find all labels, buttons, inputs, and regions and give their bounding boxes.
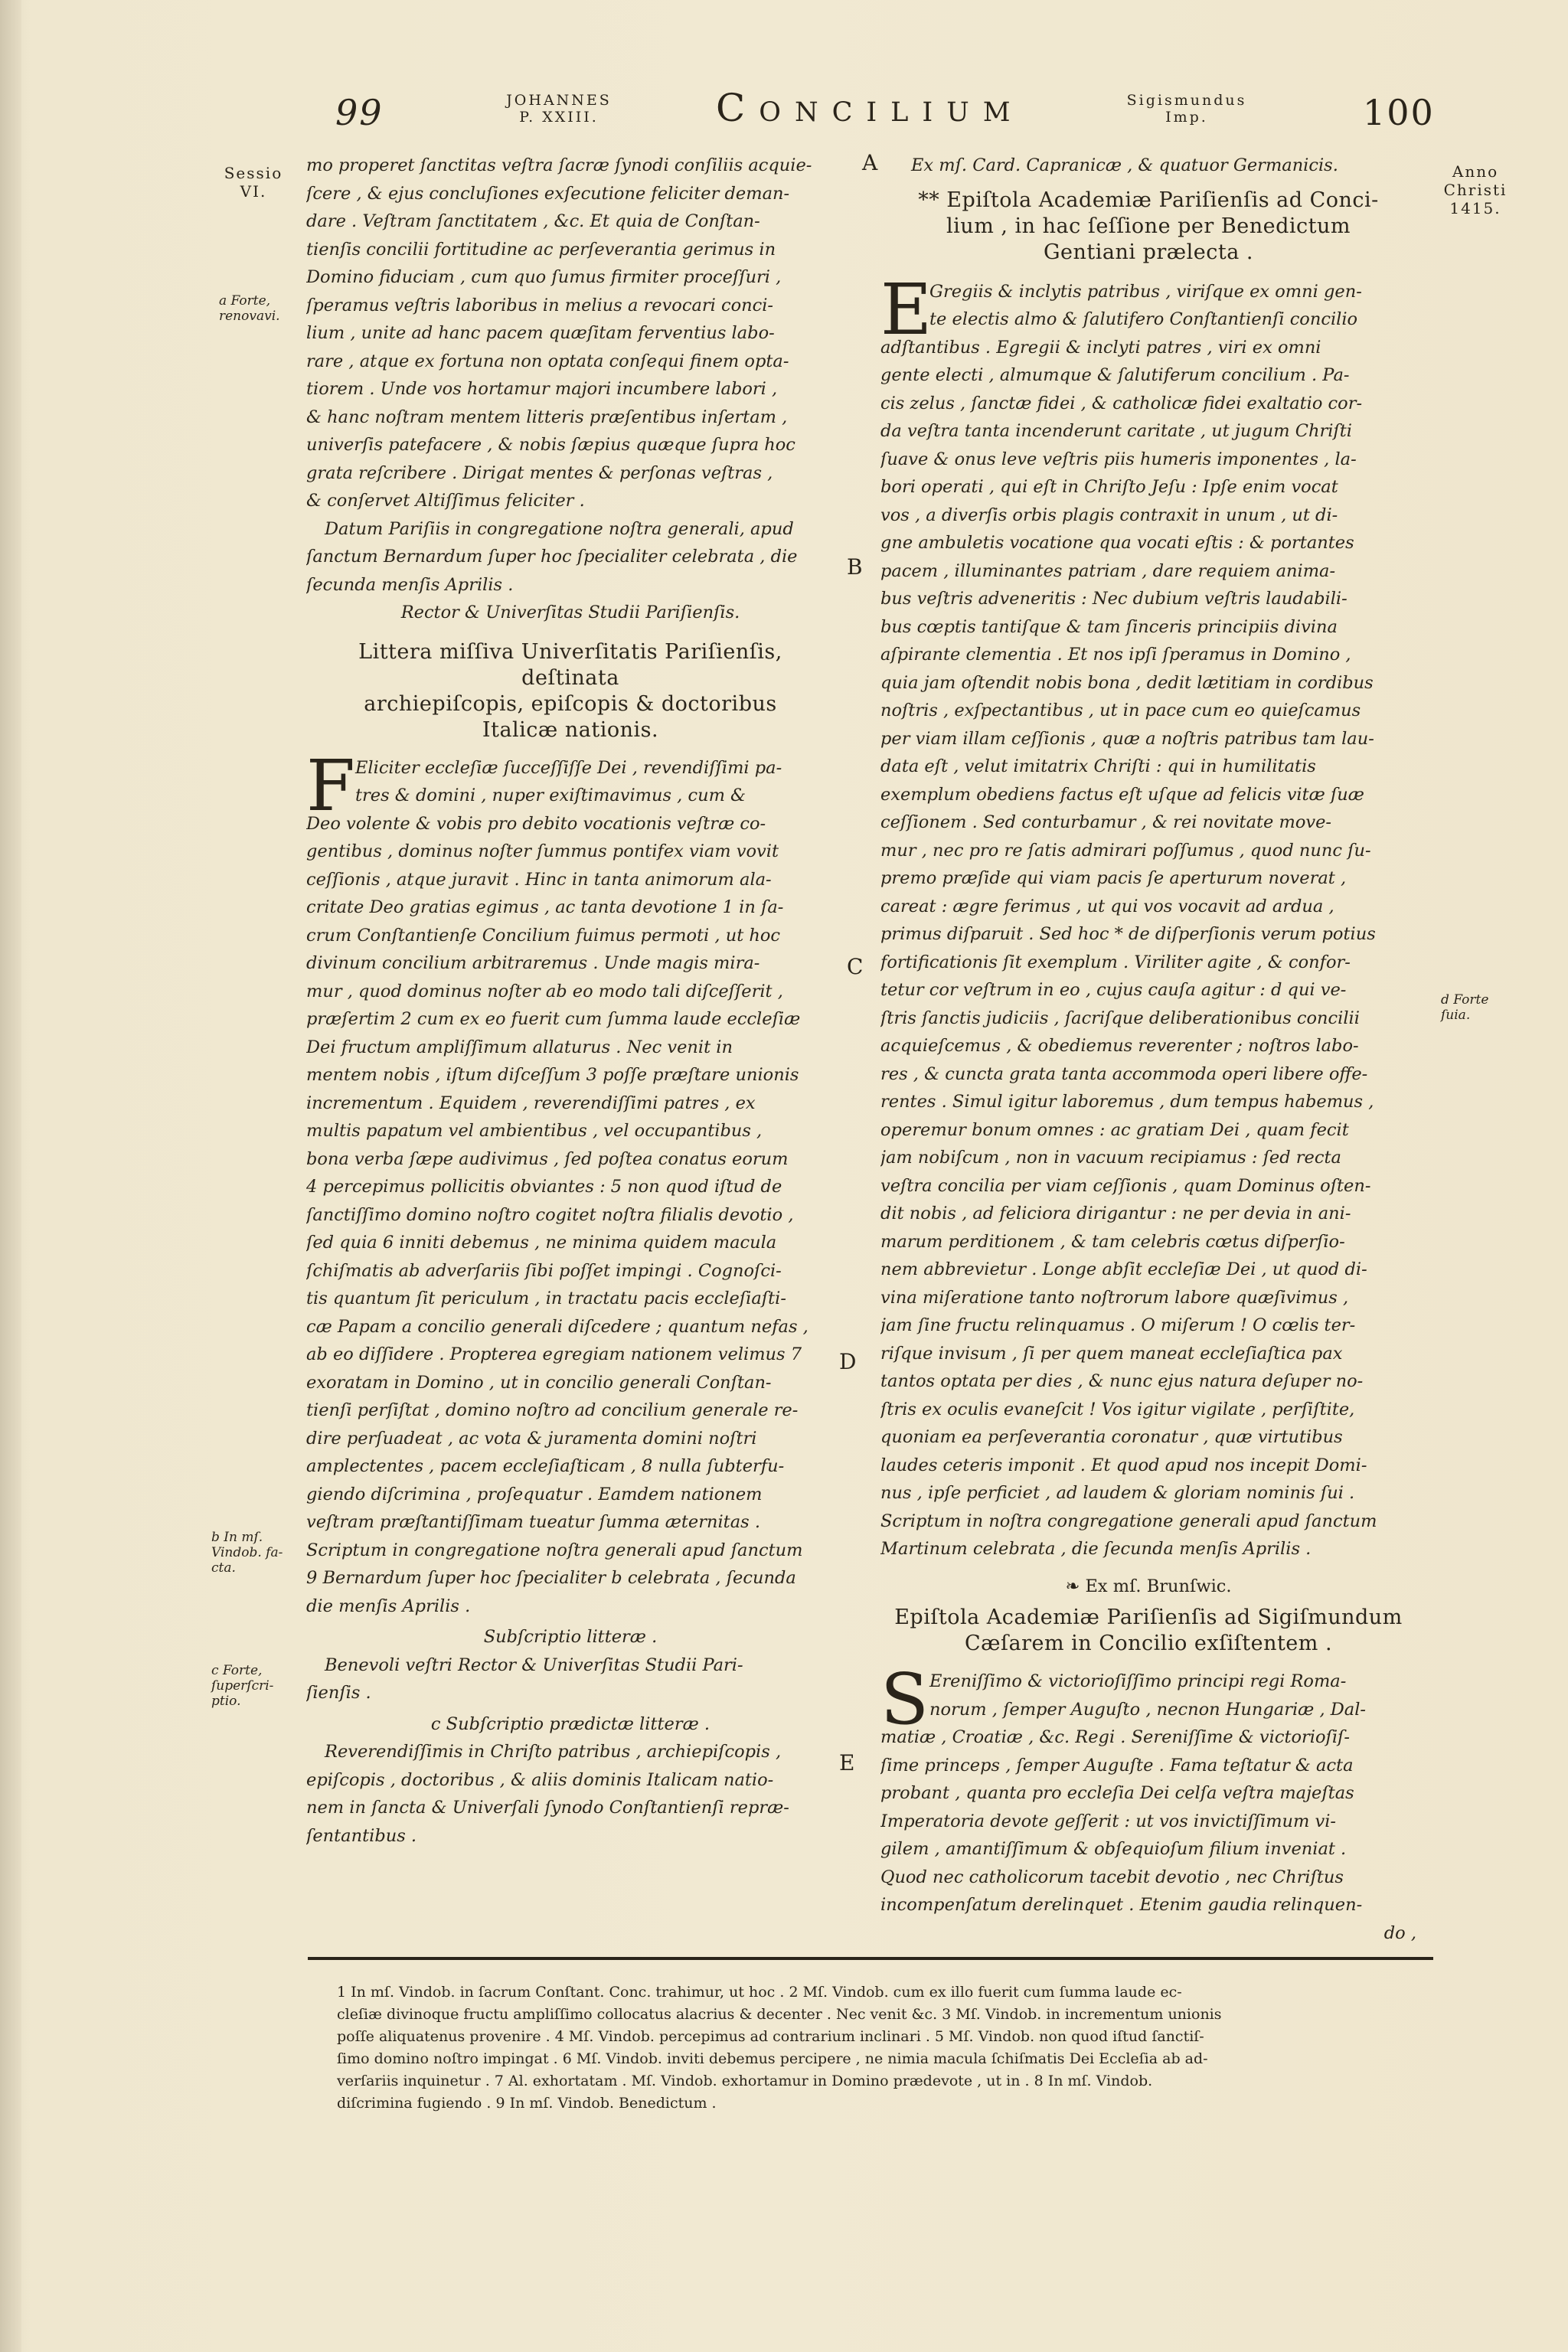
text-line: nem in ſancta & Univerſali ſynodo Conſtantienſi repræ- [306, 1798, 789, 1818]
margin-note-a: a Forte, renovavi. [219, 293, 280, 324]
text-line: Eliciter eccleſiæ ſucceſſiſſe Dei , revendiſſimi pa- [355, 757, 782, 778]
text-line: lium , unite ad hanc pacem quæſitam ferventius labo- [306, 323, 775, 343]
text-line: Deo volente & vobis pro debito vocationis veſtræ co- [306, 813, 766, 834]
text-line: incompenſatum derelinquet . Etenim gaudia relinquen- [880, 1895, 1363, 1915]
text-line: gne ambuletis vocatione qua vocati eſtis : & portantes [880, 533, 1354, 553]
text-line: giendo diſcrimina , proſequatur . Eamdem nationem [306, 1484, 763, 1504]
margin-note-b: b In mſ. Vindob. fa- cta. [211, 1530, 283, 1576]
text-line: tienſis concilii fortitudine ac perſeverantia gerimus in [306, 239, 776, 260]
text-line: & hanc noſtram mentem litteris præſentibus inſertam , [306, 407, 788, 427]
margin-note-c: c Forte, ſuperſcri- ptio. [211, 1663, 274, 1709]
text-line: Scriptum in noſtra congregatione generali apud ſanctum [880, 1511, 1377, 1531]
right-para-2 [880, 1658, 1416, 1947]
section-heading-epistola-concilium: ** Epiſtola Academiæ Pariſienſis ad Conci- lium , in hac ſeſſione per Benedictum Gentiani prælecta . [918, 188, 1379, 264]
text-line: bona verba ſæpe audivimus , ſed poſtea conatus eorum [306, 1148, 789, 1169]
text-line: tienſi perſiſtat , domino noſtro ad concilium generale re- [306, 1400, 799, 1420]
text-line: ſtris ex oculis evaneſcit ! Vos igitur vigilate , perſiſtite, [880, 1399, 1355, 1419]
text-line: ſchiſmatis ab adverſariis ſibi poſſet impingi . Cognoſci- [306, 1260, 782, 1281]
text-line: operemur bonum omnes : ac gratiam Dei , quam fecit [880, 1119, 1349, 1140]
text-line: laudes ceteris imponit . Et quod apud nos incepit Domi- [880, 1455, 1367, 1475]
fleuron-icon: ❧ [1065, 1576, 1086, 1596]
page-number-right: 100 [1363, 92, 1435, 133]
text-line: premo præſide qui viam pacis ſe aperturum noverat , [880, 868, 1347, 888]
text-line: riſque invisum , ſi per quem maneat eccleſiaſtica pax [880, 1343, 1343, 1364]
margin-session: Sessio VI. [224, 164, 283, 201]
text-line: pacem , illuminantes patriam , dare requiem anima- [880, 560, 1336, 581]
text-line: te electis almo & ſalutifero Conſtantienſi concilio [929, 309, 1358, 329]
text-line: bus veſtris adveneritis : Nec dubium veſtris laudabili- [880, 589, 1348, 609]
section-marker-d: D [839, 1349, 857, 1374]
text-line: crum Conſtantienſe Concilium fuimus permoti , ut hoc [306, 925, 781, 946]
text-line: dire perſuadeat , ac vota & juramenta domini noſtri [306, 1428, 757, 1449]
text-line: tiorem . Unde vos hortamur majori incumbere labori , [306, 379, 778, 399]
text-line: 9 Bernardum ſuper hoc ſpecialiter b celebrata , ſecunda [306, 1568, 796, 1588]
text-line: ab eo diſſidere . Propterea egregiam nationem velimus 7 [306, 1344, 802, 1364]
text-line: veſtram præſtantiſſimam tueatur ſumma æternitas . [306, 1512, 760, 1532]
text-line: gilem , amantiſſimum & obſequioſum filium inveniat . [880, 1839, 1347, 1859]
source-note-capranica: Ex mſ. Card. Capranicæ , & quatuor Germanicis. [911, 155, 1338, 175]
drop-cap-f: F [306, 744, 355, 827]
text-line: Domino fiduciam , cum quo ſumus firmiter proceſſuri , [306, 267, 782, 287]
text-line: tetur cor veſtrum in eo , cujus cauſa agitur : d qui ve- [880, 980, 1347, 1000]
text-line: do , [1383, 1922, 1416, 1943]
text-line: rare , atque ex fortuna non optata conſequi finem opta- [306, 351, 789, 371]
text-line: acquieſcemus , & obediemus reverenter ; noſtros labo- [880, 1036, 1359, 1056]
reverend-block [306, 1738, 835, 1850]
text-line: gentibus , dominus noſter ſummus pontifex viam vovit [306, 841, 779, 861]
section-marker-b: B [847, 554, 863, 580]
text-line: quia jam oſtendit nobis bona , dedit lætitiam in cordibus [880, 672, 1374, 693]
margin-anno-christi: Anno Christi 1415. [1443, 162, 1508, 217]
text-line: 4 percepimus pollicitis obviantes : 5 non quod iſtud de [306, 1177, 782, 1197]
section-marker-a: A [862, 150, 878, 175]
text-line: marum perditionem , & tam celebris cœtus diſperſio- [880, 1231, 1345, 1252]
text-line: bus cœptis tantiſque & tam ſinceris principiis divina [880, 616, 1338, 637]
text-line: tis quantum ſit periculum , in tractatu pacis eccleſiaſti- [306, 1289, 786, 1308]
drop-cap-s: S [880, 1658, 929, 1740]
text-line: bori operati , qui eſt in Chriſto Jeſu : Ipſe enim vocat [880, 477, 1338, 497]
margin-note-d: d Forte ſuia. [1441, 992, 1489, 1023]
text-line: ſperamus veſtris laboribus in melius a revocari conci- [306, 295, 774, 315]
page-title: Concilium [716, 86, 1024, 130]
text-line: multis papatum vel ambientibus , vel occupantibus , [306, 1121, 763, 1141]
text-line: Quod nec catholicorum tacebit devotio , nec Chriſtus [880, 1867, 1344, 1887]
section-heading-littera: Littera miſſiva Univerſitatis Pariſienſis, deſtinata archiepiſcopis, epiſcopis & doctoribus Italicæ nationis. [358, 639, 782, 742]
datum-block [306, 515, 835, 599]
text-line: Benevoli veſtri Rector & Univerſitas Studii Pari- [325, 1655, 743, 1675]
running-head-left: JOHANNES P. XXIII. [506, 92, 612, 126]
text-line: Reverendiſſimis in Chriſto patribus , archiepiſcopis , [325, 1742, 782, 1762]
text-line: matiæ , Croatiæ , &c. Regi . Sereniſſime & victorioſiſ- [880, 1727, 1350, 1747]
text-line: ſtris ſanctis judiciis , ſacriſque deliberationibus concilii [880, 1008, 1360, 1028]
text-line: ceſſionis , atque juravit . Hinc in tanta animorum ala- [306, 869, 772, 890]
text-line: rentes . Simul igitur laboremus , dum tempus habemus , [880, 1092, 1374, 1112]
text-line: aſpirante clementia . Et nos ipſi ſperamus in Domino , [880, 645, 1351, 665]
footnote-line: poſſe aliquatenus provenire . 4 Mſ. Vindob. percepimus ad contrarium inclinari . 5 Mſ. Vindob. non quod iſtud ſanctiſ- [337, 2028, 1204, 2045]
text-line: mentem nobis , iſtum diſceſſum 3 poſſe præſtare unionis [306, 1065, 799, 1085]
text-line: gente electi , almumque & ſalutiferum concilium . Pa- [880, 365, 1350, 385]
footnote-line: diſcrimina fugiendo . 9 In mſ. Vindob. Benedictum . [337, 2095, 717, 2112]
section-marker-c: C [847, 954, 864, 979]
text-line: jam ſine fructu relinquamus . O miſerum ! O cœlis ter- [880, 1315, 1356, 1335]
text-line: adſtantibus . Egregii & inclyti patres , viri ex omni [880, 337, 1321, 358]
text-line: amplectentes , pacem eccleſiaſticam , 8 nulla ſubterfu- [306, 1456, 785, 1476]
text-line: die menſis Aprilis . [306, 1596, 471, 1616]
footnote-line: 1 In mſ. Vindob. in ſacrum Conſtant. Conc. trahimur, ut hoc . 2 Mſ. Vindob. cum ex illo fuerit cum ſumma laude ec- [337, 1984, 1182, 2001]
text-line: mur , quod dominus noſter ab eo modo tali diſceſſerit , [306, 981, 783, 1001]
source-note-brunswic: ❧ Ex mſ. Brunſwic. [1065, 1576, 1232, 1596]
text-line: Ereniſſimo & victorioſiſſimo principi regi Roma- [929, 1671, 1347, 1691]
page-number-left: 99 [335, 92, 384, 133]
text-line: exoratam in Domino , ut in concilio generali Conſtan- [306, 1372, 772, 1393]
text-line: Martinum celebrata , die ſecunda menſis Aprilis . [880, 1539, 1312, 1559]
drop-cap-e: E [880, 268, 933, 351]
text-line: grata reſcribere . Dirigat mentes & perſonas veſtras , [306, 462, 773, 483]
text-line: ſed quia 6 inniti debemus , ne minima quidem macula [306, 1233, 777, 1253]
text-line: Dei fructum ampliſſimum allaturus . Nec venit in [306, 1037, 733, 1057]
benevoli-block [306, 1651, 835, 1707]
section-heading-epistola-sigismundum: Epiſtola Academiæ Pariſienſis ad Sigiſmundum Cæſarem in Concilio exſiſtentem . [894, 1606, 1403, 1655]
signature-rector: Rector & Univerſitas Studii Pariſienſis. [400, 603, 740, 622]
right-para-1 [880, 268, 1416, 1563]
text-line: norum , ſemper Auguſto , necnon Hungariæ , Dal- [929, 1699, 1367, 1720]
text-line: ſentantibus . [306, 1825, 417, 1846]
text-line: cæ Papam a concilio generali diſcedere ; quantum nefas , [306, 1316, 808, 1337]
text-line: ſcere , & ejus concluſiones exſecutione feliciter deman- [306, 183, 790, 204]
text-line: quoniam ea perſeverantia coronatur , quæ virtutibus [880, 1427, 1343, 1447]
text-line: Gregiis & inclytis patribus , viriſque ex omni gen- [929, 281, 1362, 302]
text-line: nem abbrevietur . Longe abſit eccleſiæ Dei , ut quod di- [880, 1259, 1367, 1279]
text-line: da veſtra tanta incenderunt caritate , ut jugum Chriſti [880, 421, 1352, 441]
text-line: veſtra concilia per viam ceſſionis , quam Dominus oſten- [880, 1175, 1371, 1196]
text-line: vina miſeratione tanto noſtrorum labore quæſivimus , [880, 1287, 1349, 1308]
footnote-line: cleſiæ divinoque fructu ampliſſimo collocatus alacrius & decenter . Nec venit &c. 3 Mſ. Vindob. in incrementum unionis [337, 2006, 1222, 2023]
page-gutter [0, 0, 21, 2352]
right-column [880, 152, 1416, 1947]
text-line: Imperatoria devote geſſerit : ut vos invictiſſimum vi- [880, 1811, 1337, 1831]
text-line: exemplum obediens factus eſt uſque ad felicis vitæ ſuæ [880, 784, 1364, 805]
text-line: tres & domini , nuper exiſtimavimus , cum & [355, 786, 746, 805]
subscriptio-heading-2: c Subſcriptio prædictæ litteræ . [430, 1713, 710, 1734]
text-line: vos , a diverſis orbis plagis contraxit in unum , ut di- [880, 505, 1338, 525]
text-line: nus , ipſe perficiet , ad laudem & gloriam nominis ſui . [880, 1483, 1355, 1503]
text-line: mur , nec pro re ſatis admirari poſſumus , quod nunc ſu- [880, 840, 1371, 861]
text-line: res , & cuncta grata tanta accommoda operi libere offe- [880, 1063, 1368, 1084]
text-line: noſtris , exſpectantibus , ut in pace cum eo quieſcamus [880, 701, 1361, 720]
footnotes [337, 1981, 1439, 2115]
footnote-rule [308, 1957, 1433, 1960]
text-line: mo properet ſanctitas veſtra ſacræ ſynodi conſiliis acquie- [306, 155, 812, 175]
text-line: & conſervet Altiſſimus feliciter . [306, 491, 585, 511]
text-line: jam nobiſcum , non in vacuum recipiamus : ſed recta [880, 1148, 1341, 1168]
text-line: univerſis patefacere , & nobis ſæpius quæque ſupra hoc [306, 435, 795, 455]
text-line: epiſcopis , doctoribus , & aliis dominis Italicam natio- [306, 1769, 774, 1790]
text-line: critate Deo gratias egimus , ac tanta devotione 1 in ſa- [306, 897, 784, 917]
text-line: fortificationis ſit exemplum . Viriliter agite , & confor- [880, 952, 1351, 972]
text-line: ſuave & onus leve veſtris piis humeris imponentes , la- [880, 449, 1357, 469]
text-line: primus diſparuit . Sed hoc * de diſperſionis verum potius [880, 924, 1376, 944]
text-line: præſertim 2 cum ex eo fuerit cum ſumma laude eccleſiæ [306, 1009, 801, 1029]
text-line: ſanctum Bernardum ſuper hoc ſpecialiter celebrata , die [306, 547, 798, 567]
left-para-2 [306, 744, 835, 1621]
text-line: ſanctiſſimo domino noſtro cogitet noſtra filialis devotio , [306, 1204, 794, 1225]
text-line: tantos optata per dies , & nunc ejus natura deſuper no- [880, 1371, 1364, 1391]
text-line: ſecunda menſis Aprilis . [306, 574, 514, 595]
text-line: careat : ægre ferimus , ut qui vos vocavit ad ardua , [880, 896, 1334, 916]
left-column [306, 152, 835, 1850]
text-line: Scriptum in congregatione noſtra generali apud ſanctum [306, 1540, 803, 1560]
subscriptio-heading: Subſcriptio litteræ . [483, 1627, 658, 1647]
text-line: cis zelus , ſanctæ fidei , & catholicæ fidei exaltatio cor- [880, 393, 1363, 413]
text-line: per viam illam ceſſionis , quæ a noſtris patribus tam lau- [880, 728, 1374, 749]
text-line: Datum Pariſiis in congregatione noſtra generali, apud [325, 518, 794, 539]
left-para-1 [306, 152, 835, 515]
text-line: data eſt , velut imitatrix Chriſti : qui in humilitatis [880, 756, 1316, 776]
running-head-right: Sigismundus Imp. [1126, 92, 1247, 126]
text-line: probant , quanta pro eccleſia Dei celſa veſtra majeſtas [880, 1783, 1354, 1803]
text-line: dare . Veſtram ſanctitatem , &c. Et quia de Conſtan- [306, 211, 760, 231]
text-line: ſime princeps , ſemper Auguſte . Fama teſtatur & acta [880, 1755, 1354, 1775]
text-line: divinum concilium arbitraremus . Unde magis mira- [306, 953, 760, 973]
section-marker-e: E [839, 1750, 855, 1775]
footnote-line: verſariis inquinetur . 7 Al. exhortatam . Mſ. Vindob. exhortamur in Domino prædevote , ut in . 8 In mſ. Vindob. [337, 2073, 1153, 2089]
footnote-line: ſimo domino noſtro impingat . 6 Mſ. Vindob. inviti debemus percipere , ne nimia macula ſchiſmatis Dei Eccleſia ab ad- [337, 2050, 1208, 2067]
text-line: incrementum . Equidem , reverendiſſimi patres , ex [306, 1093, 756, 1113]
text-line: ceſſionem . Sed conturbamur , & rei novitate move- [880, 812, 1331, 832]
text-line: ſienſis . [306, 1683, 371, 1703]
text-line: dit nobis , ad feliciora dirigantur : ne per devia in ani- [880, 1204, 1351, 1223]
